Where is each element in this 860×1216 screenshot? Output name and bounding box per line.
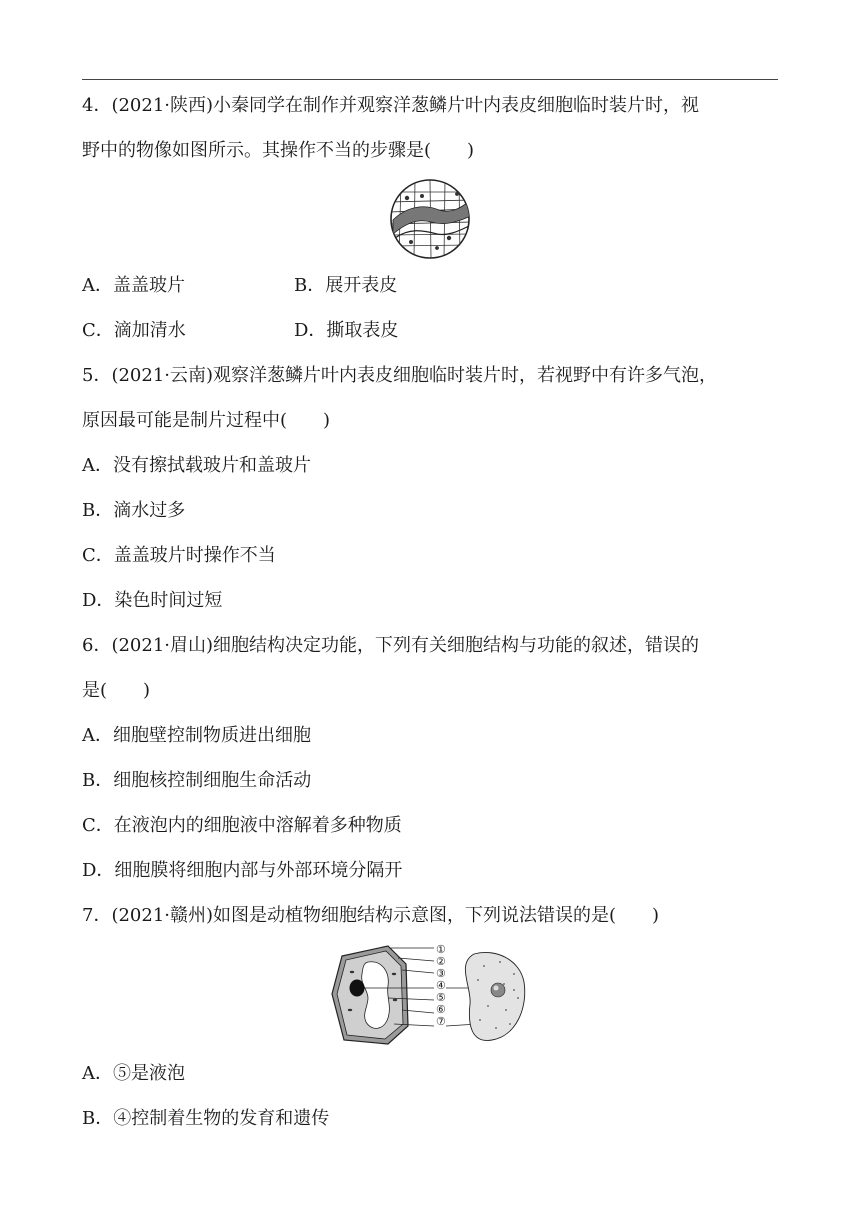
q5-option-a: A．没有擦拭载玻片和盖玻片 <box>82 455 311 476</box>
figure-label-3: ③ <box>436 967 446 980</box>
onion-epidermis-micrograph <box>387 178 473 260</box>
q7-option-b: B．④控制着生物的发育和遗传 <box>82 1108 330 1129</box>
q6-stem-line2: 是( ) <box>82 680 151 701</box>
q6-option-d: D．细胞膜将细胞内部与外部环境分隔开 <box>82 860 403 881</box>
plant-nucleus <box>350 980 365 997</box>
figure-label-5: ⑤ <box>436 991 446 1004</box>
animal-nucleus <box>491 983 505 997</box>
plant-animal-cell-diagram <box>328 944 528 1046</box>
figure-label-1: ① <box>436 943 446 956</box>
q7-option-a: A．⑤是液泡 <box>82 1063 185 1084</box>
top-rule <box>82 79 778 80</box>
figure-label-6: ⑥ <box>436 1003 446 1016</box>
figure-label-2: ② <box>436 955 446 968</box>
q4-stem-line2: 野中的物像如图所示。其操作不当的步骤是( ) <box>82 140 475 161</box>
q5-option-d: D．染色时间过短 <box>82 590 223 611</box>
figure-label-4: ④ <box>436 979 446 992</box>
q4-option-c: C．滴加清水 <box>82 320 186 341</box>
q4-option-d: D．撕取表皮 <box>294 320 399 341</box>
q6-option-c: C．在液泡内的细胞液中溶解着多种物质 <box>82 815 402 836</box>
q5-stem-line1: 5．(2021·云南)观察洋葱鳞片叶内表皮细胞临时装片时，若视野中有许多气泡， <box>82 365 718 386</box>
q5-option-b: B．滴水过多 <box>82 500 186 521</box>
q7-stem: 7．(2021·赣州)如图是动植物细胞结构示意图，下列说法错误的是( ) <box>82 905 660 926</box>
q6-stem-line1: 6．(2021·眉山)细胞结构决定功能，下列有关细胞结构与功能的叙述，错误的 <box>82 635 700 656</box>
q6-option-a: A．细胞壁控制物质进出细胞 <box>82 725 311 746</box>
q4-option-b: B．展开表皮 <box>294 275 398 296</box>
q5-stem-line2: 原因最可能是制片过程中( ) <box>82 410 331 431</box>
figure-labels-column <box>436 944 450 1028</box>
q4-option-a: A．盖盖玻片 <box>82 275 185 296</box>
q4-stem-line1: 4．(2021·陕西)小秦同学在制作并观察洋葱鳞片叶内表皮细胞临时装片时，视 <box>82 95 700 116</box>
q5-option-c: C．盖盖玻片时操作不当 <box>82 545 276 566</box>
figure-label-7: ⑦ <box>436 1015 446 1028</box>
q6-option-b: B．细胞核控制细胞生命活动 <box>82 770 312 791</box>
